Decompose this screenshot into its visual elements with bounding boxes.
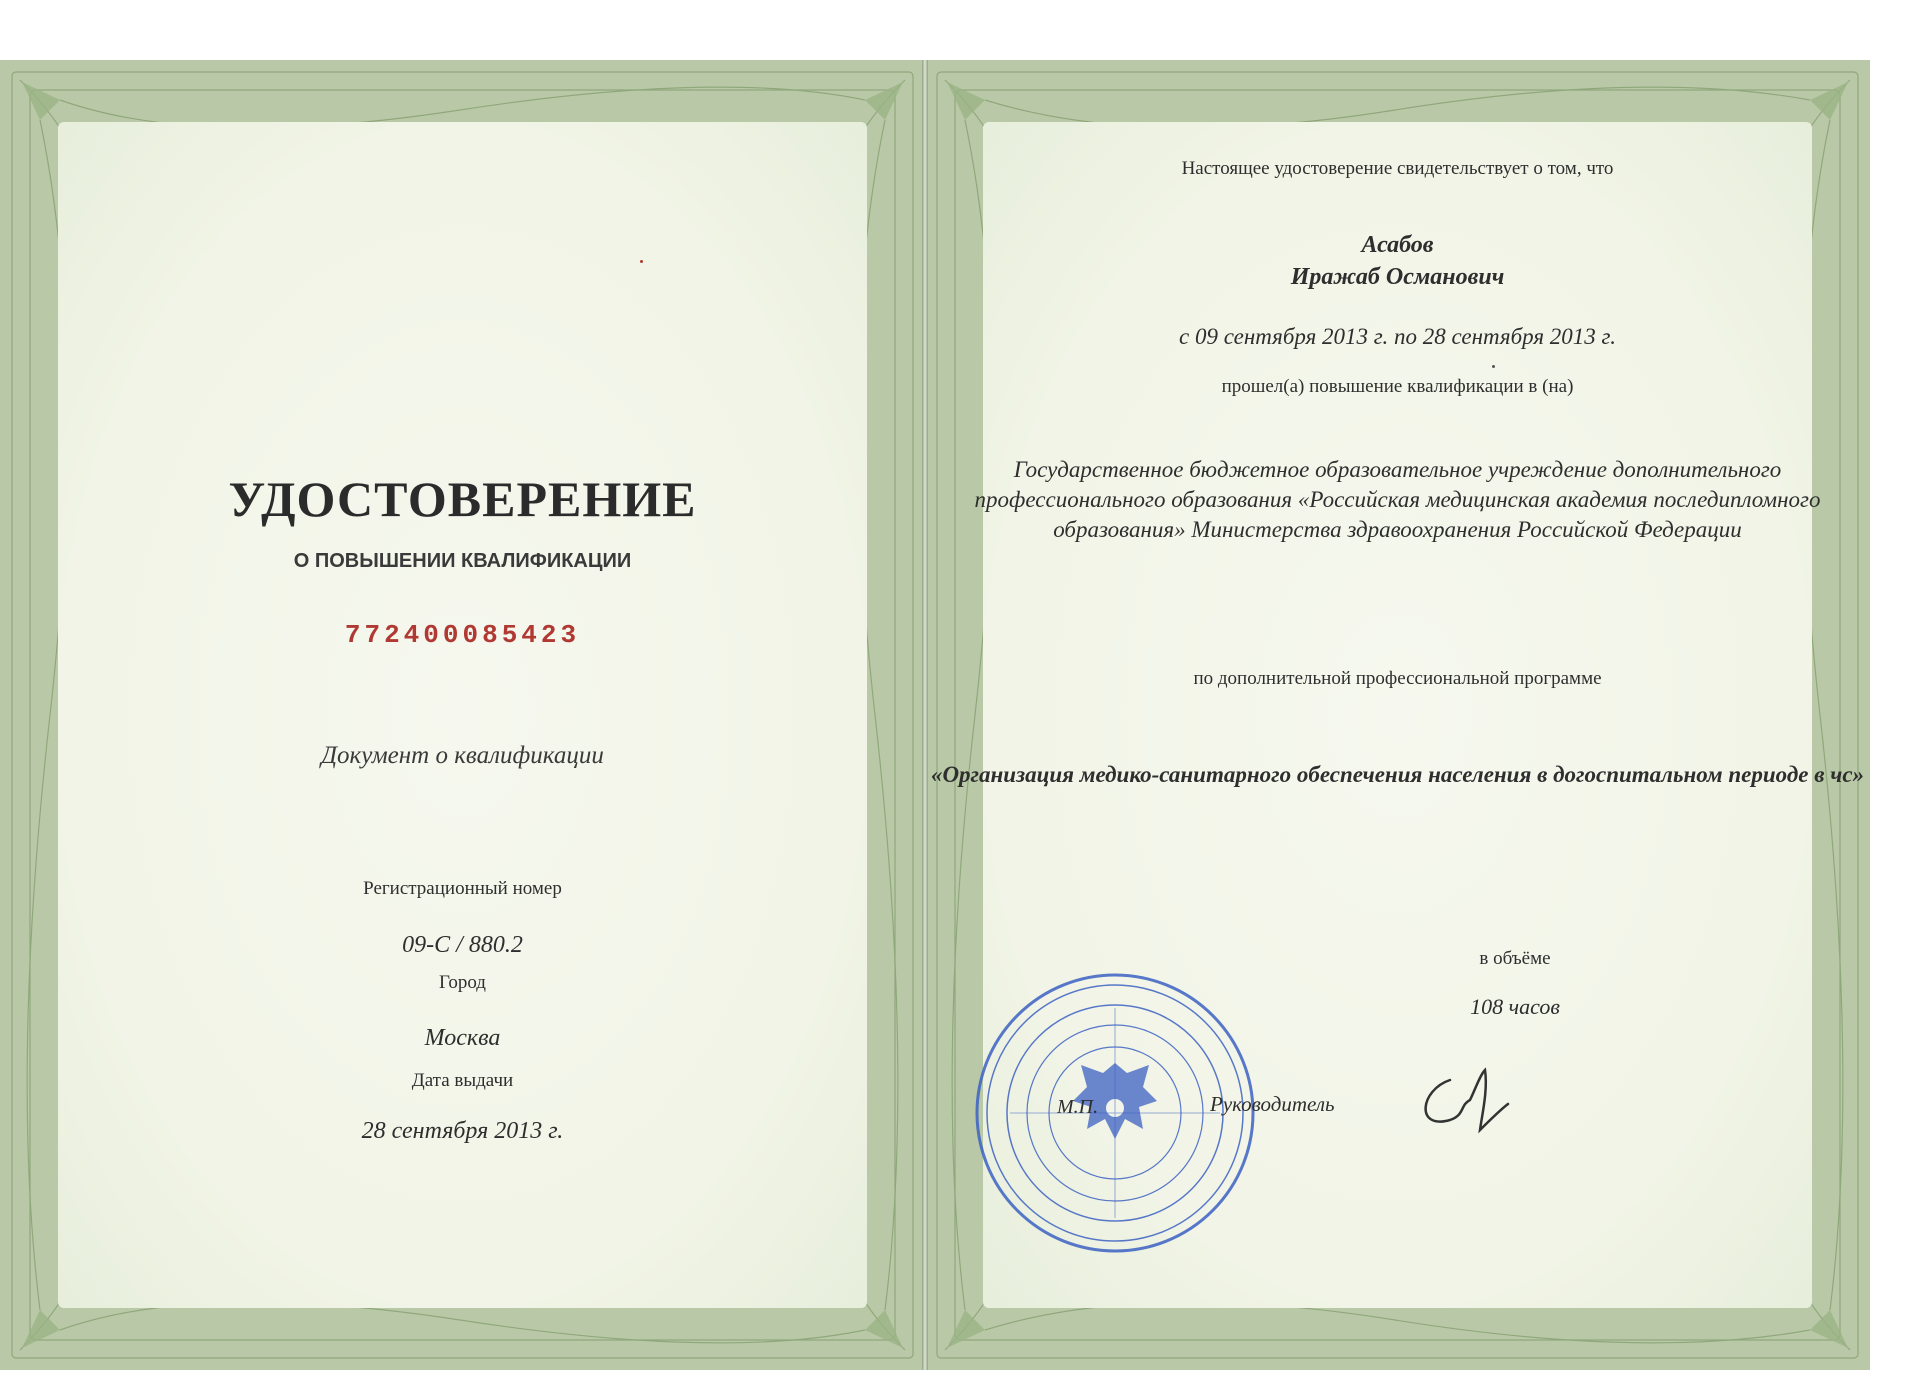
certificate-title: УДОСТОВЕРЕНИЕ <box>228 471 697 527</box>
city-label: Город <box>439 972 486 993</box>
program-label: по дополнительной профессиональной программе <box>1193 668 1602 689</box>
volume-value: 108 часов <box>1470 994 1560 1019</box>
document-kind: Документ о квалификации <box>321 742 604 769</box>
institution-name: Государственное бюджетное образовательное учреждение дополнительного профессионального образования «Российская медицинская академия последипломного образования» Министерства здравоохранения Российской Федерации <box>974 457 1821 542</box>
head-signature-label: Руководитель <box>1210 1092 1335 1116</box>
holder-given-names: Иражаб Османович <box>1290 264 1505 290</box>
program-name: «Организация медико-санитарного обеспечения населения в догоспитальном периоде в чс» <box>930 762 1865 787</box>
issue-date-value: 28 сентября 2013 г. <box>361 1118 564 1144</box>
issue-date-label: Дата выдачи <box>411 1070 514 1091</box>
handwritten-signature <box>1410 1060 1510 1140</box>
holder-surname: Асабов <box>1361 232 1434 258</box>
registration-number-value: 09-С / 880.2 <box>402 932 523 958</box>
training-period: с 09 сентября 2013 г. по 28 сентября 2013 г. <box>1179 324 1616 349</box>
certificate-subtitle: О ПОВЫШЕНИИ КВАЛИФИКАЦИИ <box>293 550 632 572</box>
certificate-number: 772400085423 <box>344 620 581 650</box>
left-page <box>0 60 925 1370</box>
ink-speck <box>1492 365 1495 368</box>
city-value: Москва <box>424 1025 501 1051</box>
ink-speck <box>640 260 643 263</box>
volume-label: в объёме <box>1479 948 1551 969</box>
certification-intro: Настоящее удостоверение свидетельствует о том, что <box>1181 158 1614 179</box>
completion-statement: прошел(а) повышение квалификации в (на) <box>1221 376 1574 397</box>
stamp-place-label: М.П. <box>1057 1096 1099 1118</box>
registration-number-label: Регистрационный номер <box>363 878 562 899</box>
